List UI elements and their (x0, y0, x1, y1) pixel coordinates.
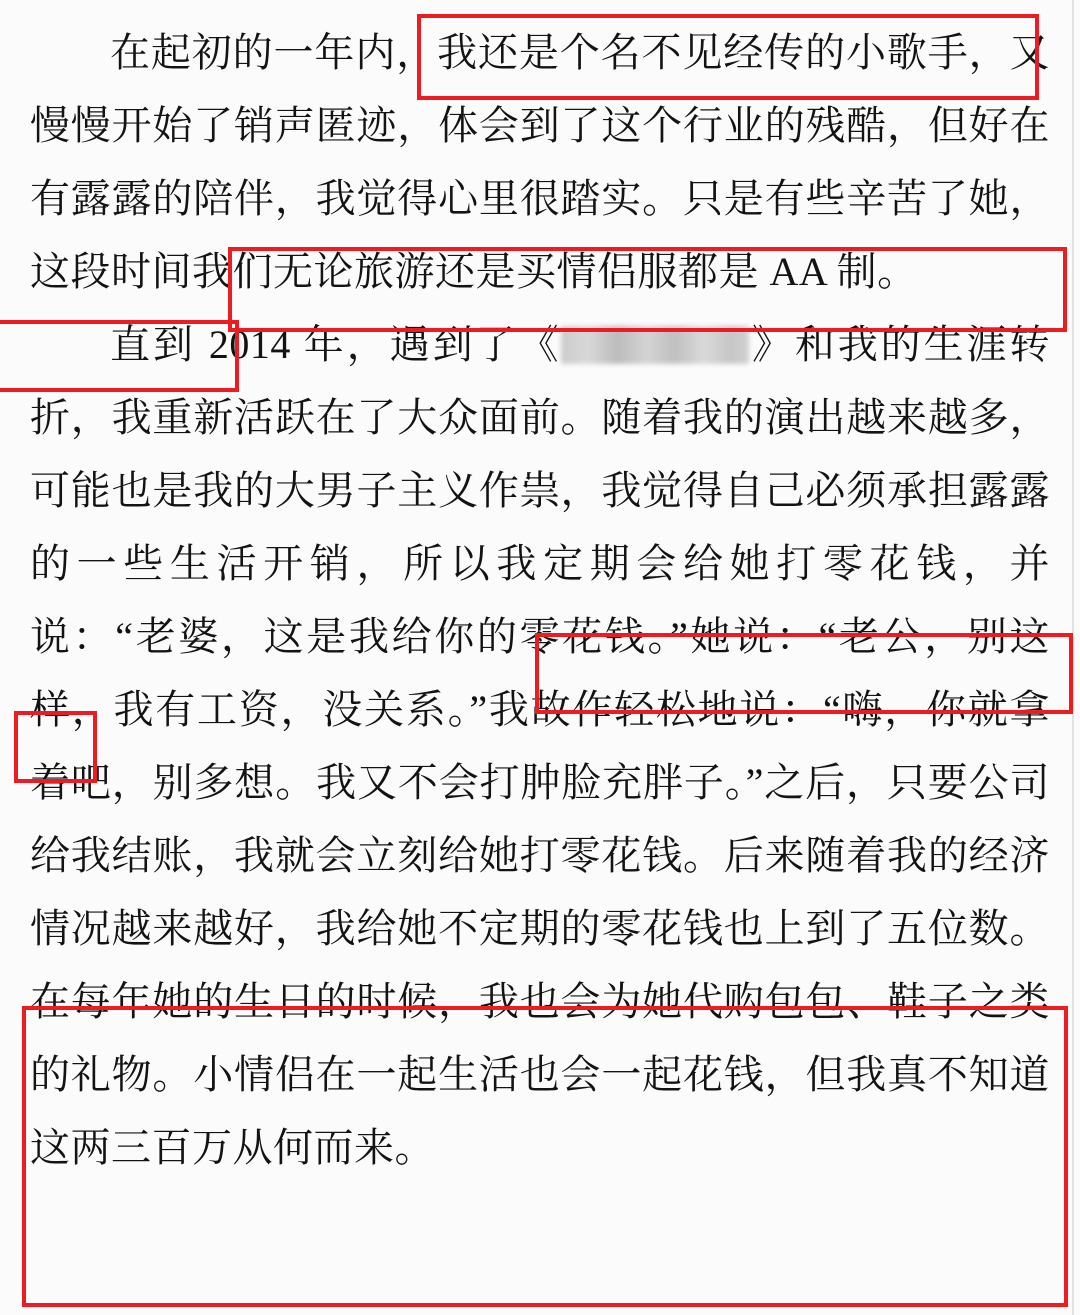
paragraph-2 (30, 308, 1050, 1184)
paragraph-2-part-1: 直到 2014 年，遇到了《 (110, 322, 562, 367)
redacted-title-block (561, 326, 749, 364)
paragraph-1: 在起初的一年内，我还是个名不见经传的小歌手，又慢慢开始了销声匿迹，体会到了这个行业的残酷，但好在有露露的陪伴，我觉得心里很踏实。只是有些辛苦了她，这段时间我们无论旅游还是买情侣服都是 AA 制。 (30, 30, 1050, 294)
paragraph-2-part-2: 》和我的生涯转折，我重新活跃在了大众面前。随着我的演出越来越多，可能也是我的大男子主义作祟，我觉得自己必须承担露露的一些生活开销，所以我定期会给她打零花钱，并说：“老婆，这是我给你的零花钱。”她说：“老公，别这样，我有工资，没关系。”我故作轻松地说：“嗨，你就拿着吧，别多想。我又不会打肿脸充胖子。”之后，只要公司给我结账，我就会立刻给她打零花钱。后来随着我的经济情况越来越好，我给她不定期的零花钱也上到了五位数。在每年她的生日的时候，我也会为她代购包包、鞋子之类的礼物。小情侣在一起生活也会一起花钱，但我真不知道这两三百万从何而来。 (30, 322, 1051, 1170)
